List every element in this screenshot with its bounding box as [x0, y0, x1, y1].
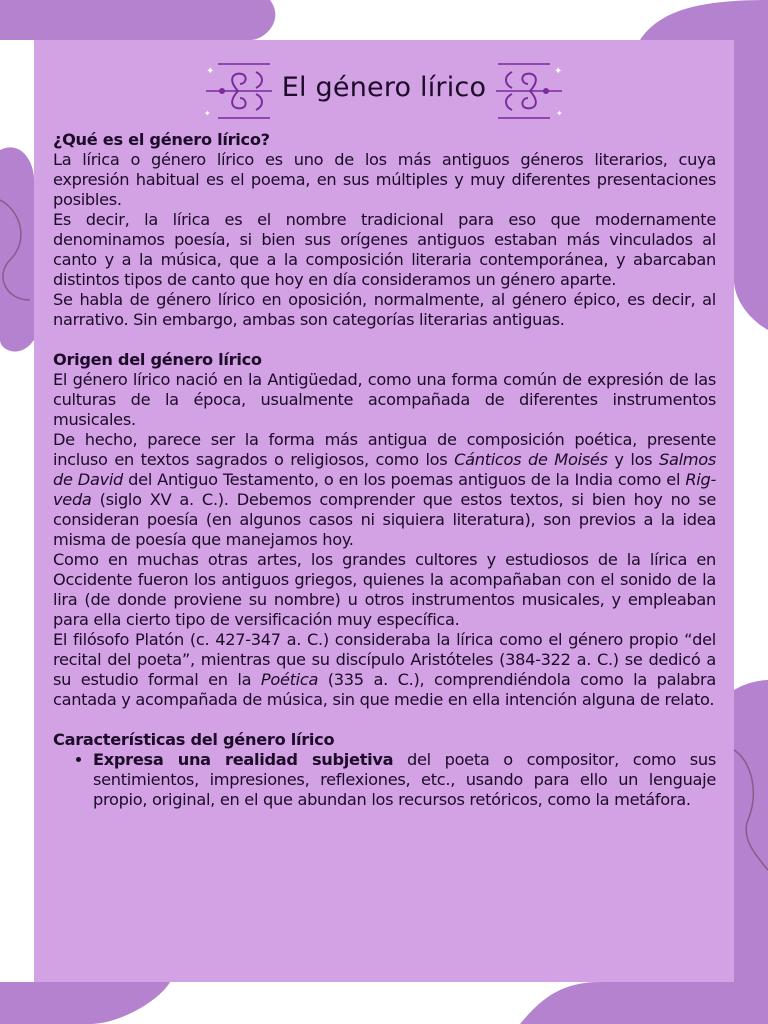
text-run: y los [607, 450, 660, 469]
title-banner [34, 58, 734, 122]
svg-text:✦: ✦ [556, 109, 563, 118]
page-title: El género lírico [281, 72, 487, 103]
text-run: del Antiguo Testamento, o en los poemas antiguos de la India como el [123, 470, 686, 489]
text-run: (335 a. C.), comprendiéndola como la palabra cantada y acompañada de música, sin que medie en ella intención alguna de relato. [53, 670, 716, 709]
text-run: De hecho, parece ser la forma más antigua de composición poética, presente incluso en textos sagrados o religiosos, como los [53, 430, 716, 469]
paragraph [53, 630, 716, 710]
italic-title: Cánticos de Moisés [454, 450, 608, 469]
list-item [93, 750, 716, 810]
paragraph: El género lírico nació en la Antigüedad, como una forma común de expresión de las culturas de la época, usualmente acompañada de diferentes instrumentos musicales. [53, 370, 716, 429]
paragraph: Se habla de género lírico en oposición, normalmente, al género épico, es decir, al narrativo. Sin embargo, ambas son categorías literarias antiguas. [53, 290, 716, 329]
paragraph: Es decir, la lírica es el nombre tradicional para eso que modernamente denominamos poesía, si bien sus orígenes antiguos estaban más vinculados al canto y a la música, que a la composición literaria contemporánea, y abarcaban distintos tipos de canto que hoy en día consideramos un género aparte. [53, 210, 716, 289]
paragraph: La lírica o género lírico es uno de los más antiguos géneros literarios, cuya expresión habitual es el poema, en sus múltiples y muy diferentes presentaciones posibles. [53, 150, 716, 209]
paragraph: Como en muchas otras artes, los grandes cultores y estudiosos de la lírica en Occidente fueron los antiguos griegos, quienes la acompañaban con el sonido de la lira (de donde proviene su nombre) u otros instrumentos musicales, y empleaban para ella cierto tipo de versificación muy específica. [53, 550, 716, 629]
text-run: (siglo XV a. C.). Debemos comprender que estos textos, si bien hoy no se consideran poesía (en algunos casos ni siquiera literatura), son previos a la idea misma de poesía que manejamos hoy. [53, 490, 716, 549]
italic-title: Salmos de David [53, 450, 717, 489]
bottom-left-blob [0, 982, 170, 1024]
text-run: El filósofo Platón (c. 427-347 a. C.) consideraba la lírica como el género propio “del recital del poeta”, mientras que su discípulo Aristóteles (384-322 a. C.) se dedicó a su estudio formal en la [53, 630, 716, 689]
italic-title: Rig-veda [53, 470, 716, 509]
section-heading: Características del género lírico [53, 730, 335, 749]
content-card [34, 40, 734, 982]
article-body [53, 130, 716, 810]
svg-text:✦: ✦ [204, 109, 211, 118]
svg-text:✦: ✦ [206, 66, 215, 77]
text-run: del poeta o compositor, como sus sentimientos, impresiones, reflexiones, etc., usando para ello un lenguaje propio, original, en el que abundan los recursos retóricos, como la metáfora. [93, 750, 716, 809]
italic-title: Poética [260, 670, 319, 689]
section-heading: ¿Qué es el género lírico? [53, 130, 270, 149]
right-flourish-icon [490, 60, 570, 122]
bold-phrase: Expresa una realidad subjetiva [93, 750, 394, 769]
characteristics-list [53, 750, 716, 810]
top-left-blob [0, 0, 275, 40]
svg-text:✦: ✦ [554, 66, 563, 77]
section-heading: Origen del género lírico [53, 350, 262, 369]
paragraph [53, 430, 716, 550]
